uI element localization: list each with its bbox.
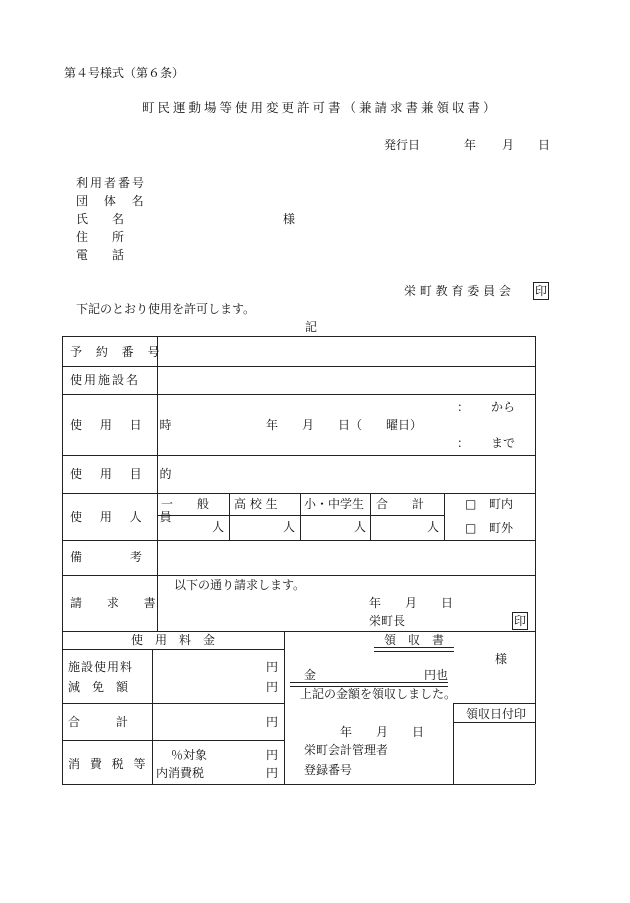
checkbox-in-town[interactable]: □ [465,497,477,511]
issue-date-label: 発行日 [384,138,421,152]
invoice-label: 請 求 書 [70,596,159,610]
facility-name-label: 使用施設名 [70,373,141,387]
page-title: 町民運動場等使用変更許可書（兼請求書兼領収書） [142,100,499,115]
registration-number: 登録番号 [304,763,353,777]
issuer-seal-box [533,282,549,300]
people-unit: 人 [283,520,296,534]
invoice-mayor: 栄町長 [369,614,406,628]
time-from: から [491,400,516,414]
people-header-general: 一 般 [161,497,210,511]
invoice-seal: 印 [514,614,527,628]
user-number-label: 利用者番号 [76,176,147,190]
people-unit: 人 [354,520,367,534]
issuer-name: 栄 町 教 育 委 員 会 [404,284,511,298]
people-label: 使 用 人 員 [70,510,179,524]
people-unit: 人 [212,520,225,534]
invoice-seal-box [512,612,528,630]
received-text: 上記の金額を領収しました。 [300,687,457,701]
name-label: 氏 名 [76,212,125,226]
total-yen: 円 [266,715,279,729]
facility-fee-yen: 円 [266,660,279,674]
purpose-label: 使 用 目 的 [70,467,179,481]
permission-text: 下記のとおり使用を許可します。 [76,302,256,316]
tax-label: 消 費 税 等 [68,757,149,771]
tax-target-label: ％対象 [171,748,208,762]
datetime-label: 使 用 日 時 [70,418,179,432]
time-colon-from: ： [457,400,470,414]
people-unit: 人 [427,520,440,534]
remarks-label: 備 考 [70,550,143,564]
group-name-label: 団 体 名 [76,194,150,208]
issue-month: 月 [502,138,515,152]
time-until: まで [491,436,516,450]
treasurer: 栄町会計管理者 [304,743,389,757]
people-header-elementary: 小・中学生 [304,497,365,511]
time-colon-until: ： [457,436,470,450]
checkbox-out-of-town[interactable]: □ [465,521,477,535]
receipt-date: 年 月 日 [340,725,425,739]
reservation-number-label: 予 約 番 号 [70,345,165,359]
facility-fee-label: 施設使用料 [68,660,134,674]
issue-day: 日 [538,138,551,152]
fees-header: 使 用 料 金 [131,633,216,647]
ki-label: 記 [305,320,318,334]
option-in-town-label: 町内 [489,497,514,511]
reduction-yen: 円 [266,680,279,694]
stamp-box-label: 領収日付印 [466,707,527,721]
receipt-title: 領 収 書 [384,633,445,647]
total-label: 合 計 [68,715,129,729]
issue-year: 年 [464,138,477,152]
people-header-high-school: 高 校 生 [234,497,278,511]
amount-prefix: 金 [304,668,317,682]
issuer-seal: 印 [535,284,548,298]
form-number: 第４号様式（第６条） [64,66,185,80]
internal-tax-label: 内消費税 [156,766,205,780]
option-out-of-town-label: 町外 [489,521,514,535]
invoice-date: 年 月 日 [369,596,454,610]
phone-label: 電 話 [76,248,125,262]
receipt-title-underline [374,647,454,652]
address-label: 住 所 [76,230,125,244]
invoice-text: 以下の通り請求します。 [174,578,306,592]
use-date-line: 年 月 日（ 曜日） [266,418,423,432]
name-honorific: 様 [283,212,296,226]
amount-suffix: 円也 [424,668,449,682]
receipt-honorific: 様 [495,652,508,666]
tax-target-yen: 円 [266,748,279,762]
internal-tax-yen: 円 [266,766,279,780]
reduction-label: 減 免 額 [68,680,129,694]
people-header-total: 合 計 [376,497,425,511]
